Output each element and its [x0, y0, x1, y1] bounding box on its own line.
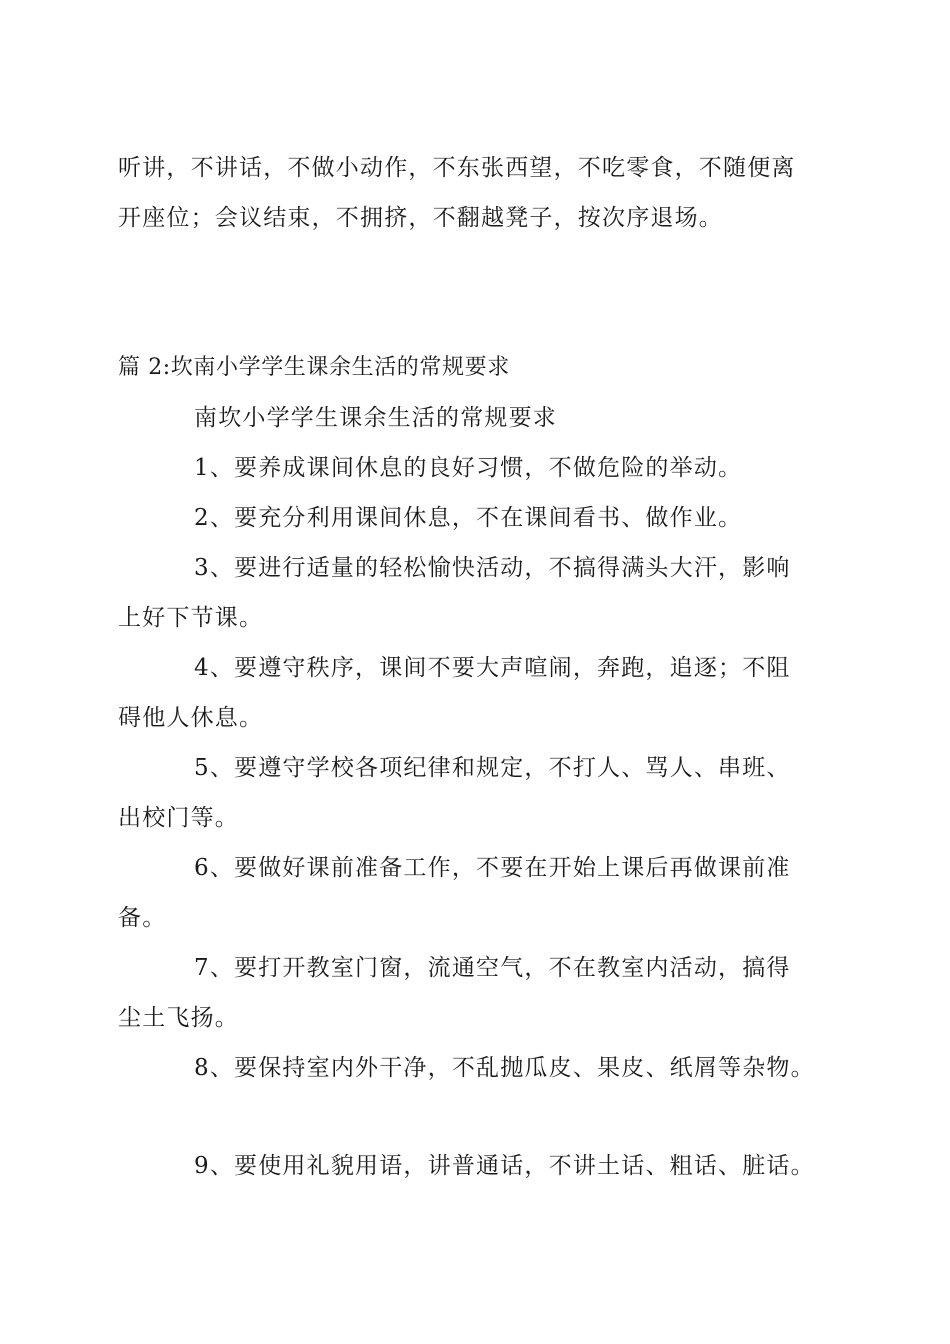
list-item-continuation: 碍他人休息。	[118, 705, 264, 731]
paragraph-line: 听讲，不讲话，不做小动作，不东张西望，不吃零食，不随便离	[118, 155, 796, 181]
list-item: 3、要进行适量的轻松愉快活动，不搞得满头大汗，影响	[194, 555, 791, 581]
list-item-continuation: 出校门等。	[118, 805, 239, 831]
list-item: 7、要打开教室门窗，流通空气，不在教室内活动，搞得	[194, 955, 791, 981]
list-item: 9、要使用礼貌用语，讲普通话，不讲土话、粗话、脏话。	[194, 1153, 815, 1179]
list-item: 5、要遵守学校各项纪律和规定，不打人、骂人、串班、	[194, 755, 791, 781]
list-item: 6、要做好课前准备工作，不要在开始上课后再做课前准	[194, 855, 791, 881]
list-item-continuation: 备。	[118, 905, 167, 931]
list-item: 1、要养成课间休息的良好习惯，不做危险的举动。	[194, 455, 743, 481]
list-item-continuation: 上好下节课。	[118, 605, 264, 631]
list-item: 8、要保持室内外干净，不乱抛瓜皮、果皮、纸屑等杂物。	[194, 1055, 815, 1081]
paragraph-line: 开座位；会议结束，不拥挤，不翻越凳子，按次序退场。	[118, 205, 723, 231]
list-item: 4、要遵守秩序，课间不要大声喧闹，奔跑，追逐；不阻	[194, 655, 791, 681]
list-item-continuation: 尘土飞扬。	[118, 1005, 239, 1031]
list-item: 2、要充分利用课间休息，不在课间看书、做作业。	[194, 505, 743, 531]
section-heading: 篇 2:坎南小学学生课余生活的常规要求	[118, 355, 510, 380]
section-title: 南坎小学学生课余生活的常规要求	[194, 405, 557, 431]
